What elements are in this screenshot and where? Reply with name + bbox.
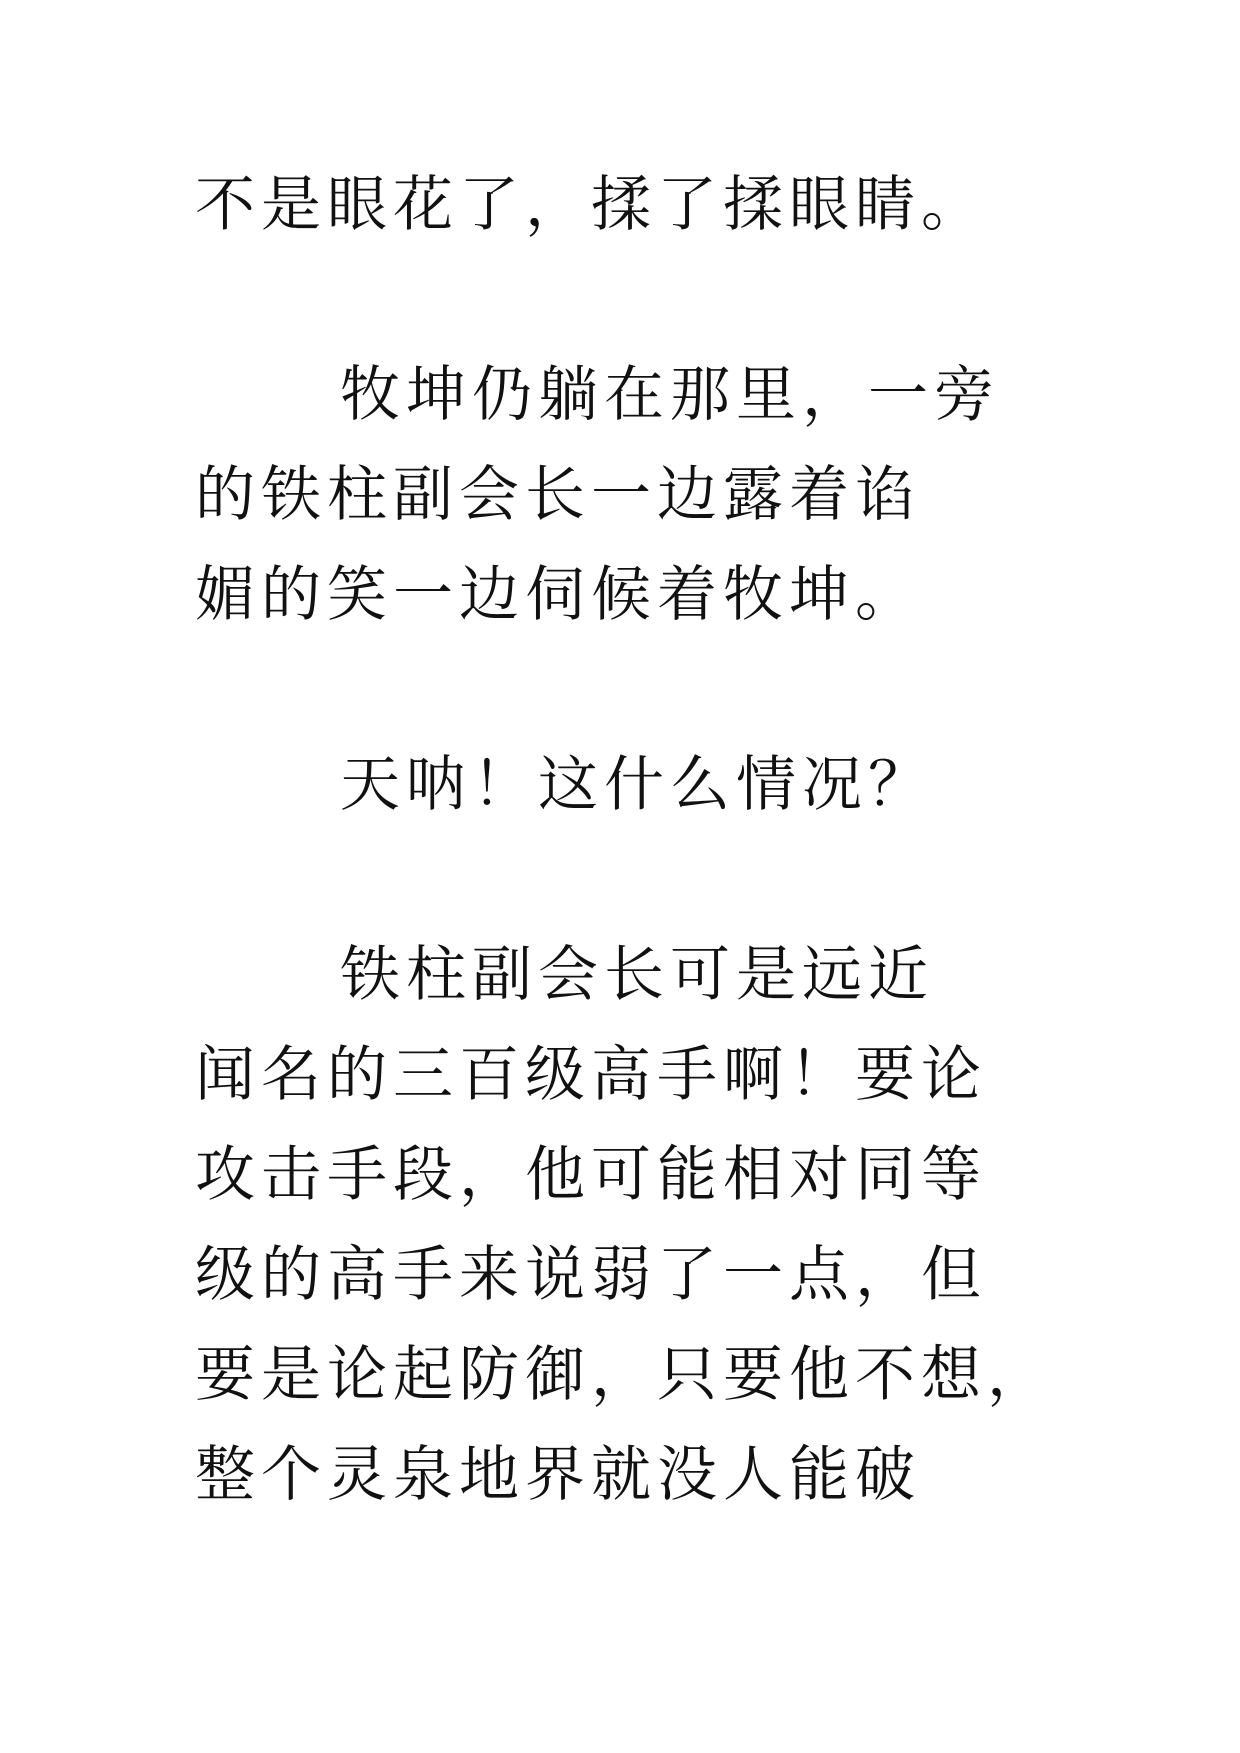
text-line: 天呐！这什么情况？: [340, 750, 934, 820]
text-line: 整个灵泉地界就没人能破: [195, 1440, 921, 1510]
text-line: 闻名的三百级高手啊！要论: [195, 1040, 987, 1110]
text-line: 牧坤仍躺在那里，一旁: [340, 360, 1000, 430]
text-line: 要是论起防御，只要他不想，: [195, 1340, 1053, 1410]
text-line: 的铁柱副会长一边露着谄: [195, 460, 921, 530]
text-line: 铁柱副会长可是远近: [340, 940, 934, 1010]
text-line: 媚的笑一边伺候着牧坤。: [195, 560, 921, 630]
text-line: 攻击手段，他可能相对同等: [195, 1140, 987, 1210]
text-line: 不是眼花了，揉了揉眼睛。: [195, 170, 987, 240]
text-line: 级的高手来说弱了一点，但: [195, 1240, 987, 1310]
